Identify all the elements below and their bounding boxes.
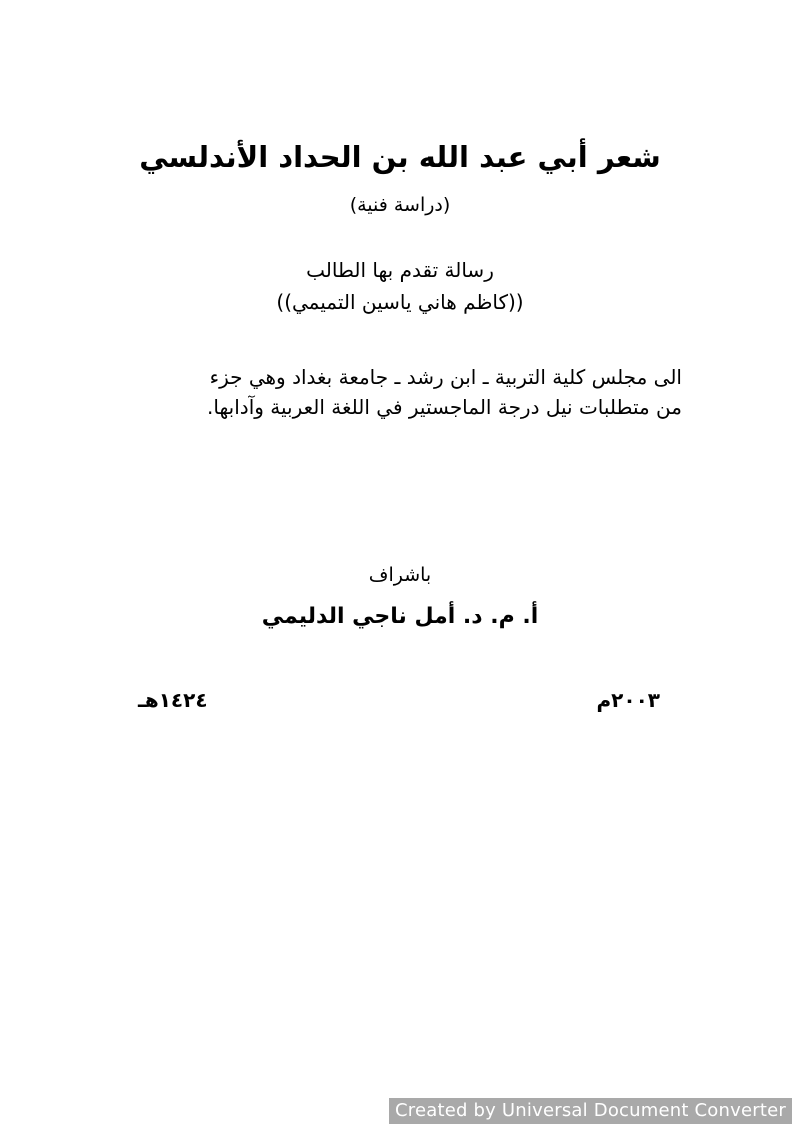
converter-watermark: Created by Universal Document Converter <box>389 1098 792 1124</box>
student-name: ((كاظم هاني ياسين التميمي)) <box>276 290 524 314</box>
gregorian-date: ٢٠٠٣م <box>596 688 660 712</box>
supervisor-name: أ. م. د. أمل ناجي الدليمي <box>261 604 539 629</box>
supervision-label: باشراف <box>368 564 432 586</box>
thesis-statement: رسالة تقدم بها الطالب <box>306 258 494 282</box>
hijri-date: ١٤٢٤هـ <box>138 688 208 712</box>
submission-paragraph <box>122 362 682 422</box>
submission-line-1: الى مجلس كلية التربية ـ ابن رشد ـ جامعة بغداد وهي جزء <box>209 365 682 389</box>
thesis-subtitle: (دراسة فنية) <box>349 194 451 216</box>
submission-line-2: من متطلبات نيل درجة الماجستير في اللغة العربية وآدابها. <box>207 395 682 419</box>
thesis-title: شعر أبي عبد الله بن الحداد الأندلسي <box>139 140 661 174</box>
